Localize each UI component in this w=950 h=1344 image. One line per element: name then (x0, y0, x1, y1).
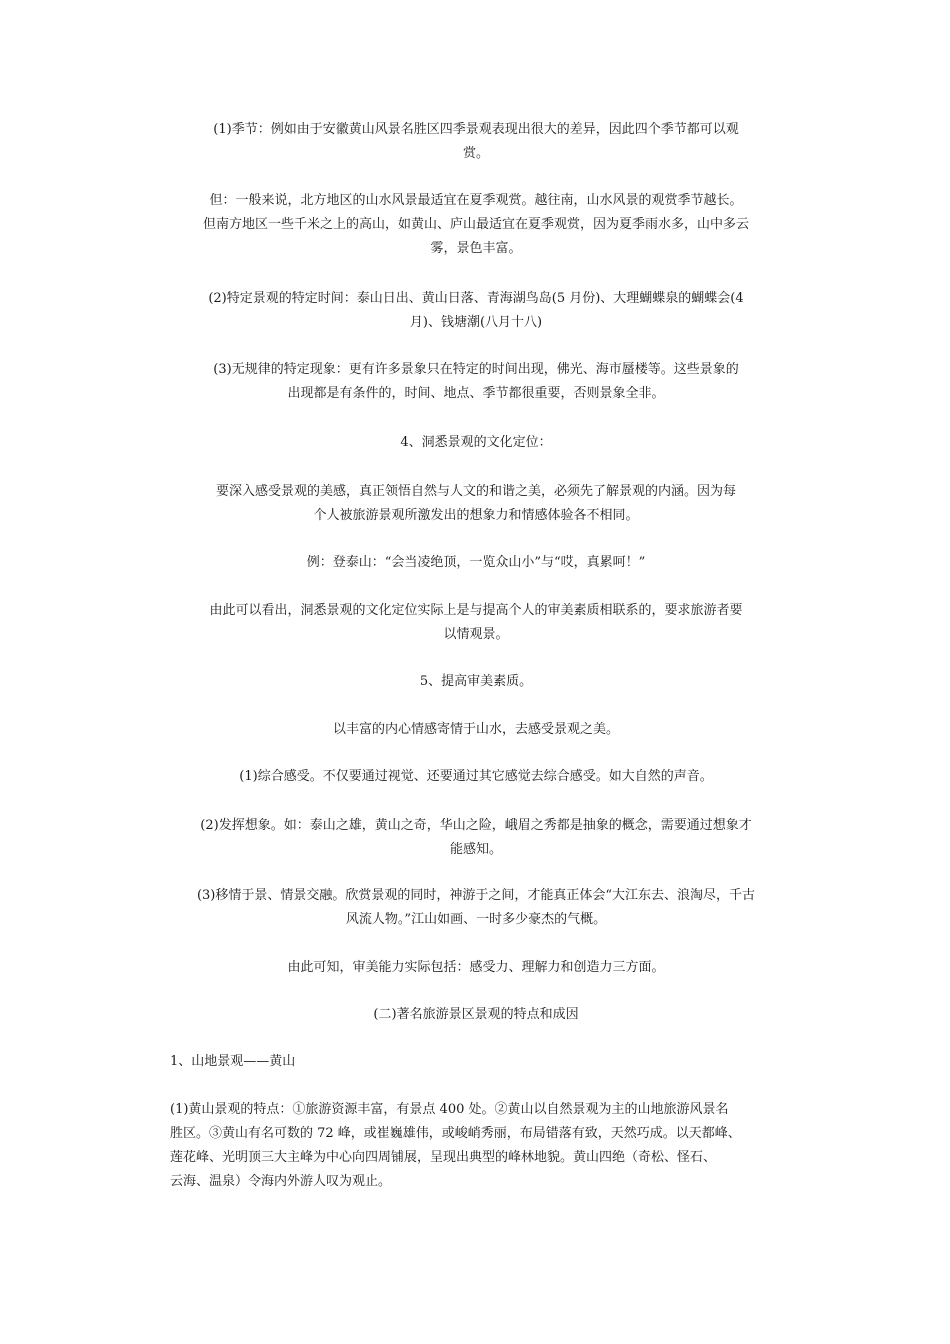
text-line: 以情观景。 (443, 627, 509, 642)
paragraph-empathy (170, 884, 782, 932)
text-line: (2)特定景观的特定时间：泰山日出、黄山日落、青海湖鸟岛(5 月份)、大理蝴蝶泉的蝴蝶会(4 (208, 291, 744, 306)
paragraph-ability (170, 956, 782, 980)
paragraph-specific-time (170, 287, 782, 335)
paragraph-example (170, 551, 782, 575)
text-line: 以丰富的内心情感寄情于山水，去感受景观之美。 (332, 722, 619, 737)
text-line: (1)综合感受。不仅要通过视觉、还要通过其它感觉去综合感受。如大自然的声音。 (239, 769, 713, 784)
text-line: 由此可以看出，洞悉景观的文化定位实际上是与提高个人的审美素质相联系的，要求旅游者要 (209, 603, 743, 618)
text-line: 4、洞悉景观的文化定位： (400, 435, 552, 450)
text-line: 能感知。 (449, 842, 502, 857)
text-line: 但：一般来说，北方地区的山水风景最适宜在夏季观赏。越往南，山水风景的观赏季节越长。 (209, 193, 743, 208)
text-line: 要深入感受景观的美感，真正领悟自然与人文的和谐之美，必须先了解景观的内涵。因为每 (215, 484, 736, 499)
paragraph-conclusion (170, 599, 782, 647)
section-heading-4 (170, 431, 782, 455)
text-line: (1)季节：例如由于安徽黄山风景名胜区四季景观表现出很大的差异，因此四个季节都可以观 (213, 122, 739, 137)
text-line: 1、山地景观——黄山 (170, 1054, 296, 1069)
text-line: 出现都是有条件的，时间、地点、季节都很重要，否则景象全非。 (287, 386, 665, 401)
text-line: (1)黄山景观的特点：①旅游资源丰富，有景点 400 处。②黄山以自然景观为主的山地旅游风景名 (170, 1102, 729, 1117)
text-line: 莲花峰、光明顶三大主峰为中心向四周铺展，呈现出典型的峰林地貌。黄山四绝（奇松、怪石、 (170, 1150, 717, 1165)
paragraph-season (170, 118, 782, 166)
text-line: 例：登泰山：“会当凌绝顶，一览众山小”与“哎，真累呵！” (306, 555, 646, 570)
text-line: 赏。 (462, 146, 489, 161)
text-line: 个人被旅游景观所激发出的想象力和情感体验各不相同。 (313, 508, 639, 523)
text-line: (3)无规律的特定现象：更有许多景象只在特定的时间出现，佛光、海市蜃楼等。这些景象的 (213, 362, 739, 377)
text-line: 5、提高审美素质。 (419, 674, 533, 689)
section-heading-huangshan (170, 1050, 782, 1074)
text-line: 月)、钱塘潮(八月十八) (409, 315, 543, 330)
paragraph-huangshan (170, 1098, 782, 1194)
paragraph-culture (170, 480, 782, 528)
text-line: 云海、温泉）令海内外游人叹为观止。 (170, 1174, 392, 1189)
paragraph-north-south (170, 189, 782, 261)
text-line: (2)发挥想象。如：泰山之雄，黄山之奇，华山之险，峨眉之秀都是抽象的概念，需要通过想象才 (200, 818, 752, 833)
section-heading-2 (170, 1003, 782, 1027)
paragraph-sense (170, 765, 782, 789)
text-line: 但南方地区一些千米之上的高山，如黄山、庐山最适宜在夏季观赏，因为夏季雨水多，山中多云 (202, 217, 749, 232)
text-line: (二)著名旅游景区景观的特点和成因 (373, 1007, 579, 1022)
text-line: 胜区。③黄山有名可数的 72 峰，或崔巍雄伟，或峻峭秀丽，布局错落有致，天然巧成。以天都峰、 (170, 1126, 741, 1141)
paragraph-imagine (170, 814, 782, 862)
paragraph-irregular (170, 358, 782, 406)
text-line: 风流人物。”江山如画、一时多少豪杰的气概。 (345, 912, 607, 927)
text-line: 雾，景色丰富。 (430, 241, 522, 256)
paragraph-emotion (170, 718, 782, 742)
text-line: 由此可知，审美能力实际包括：感受力、理解力和创造力三方面。 (287, 960, 665, 975)
section-heading-5 (170, 670, 782, 694)
text-line: (3)移情于景、情景交融。欣赏景观的同时，神游于之间，才能真正体会“大江东去、浪淘尽，千古 (196, 888, 756, 903)
